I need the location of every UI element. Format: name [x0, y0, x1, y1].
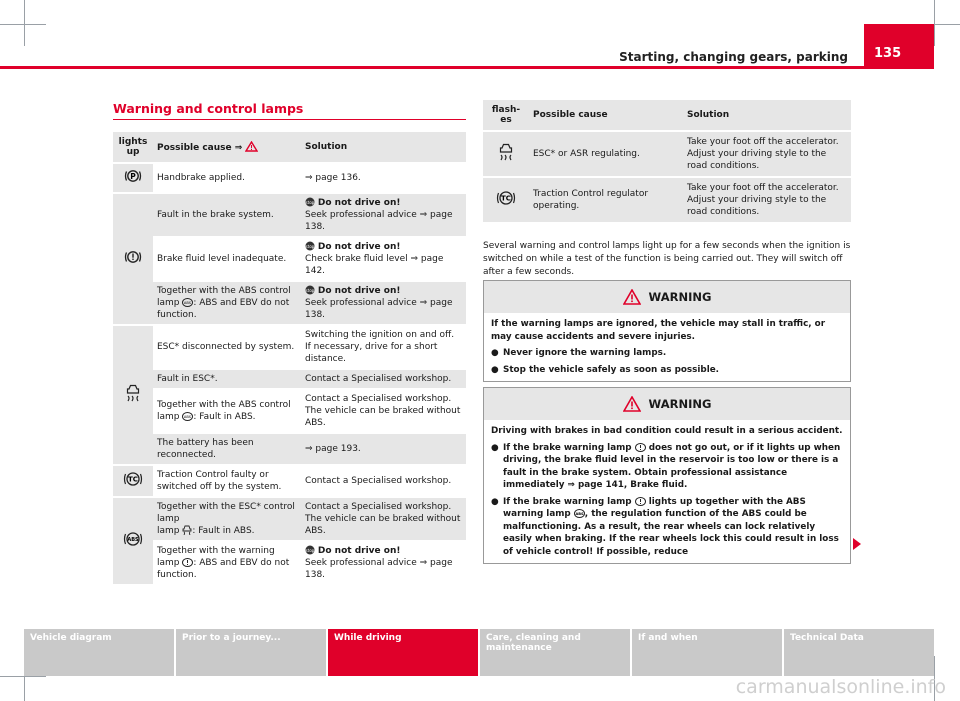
watermark: carmanualsonline.info: [735, 676, 946, 698]
table-row: P Handbrake applied. ⇒ page 136.: [113, 163, 466, 193]
svg-text:ABS: ABS: [127, 537, 139, 543]
stop-icon: [305, 241, 315, 251]
svg-text:ABS: ABS: [184, 301, 192, 305]
table-row: ABS Together with the ESC* control lamp lamp : Fault in ABS. Contact a Specialised workshop. The vehicle can be braked without ABS.: [113, 497, 466, 541]
warning-box: WARNING Driving with brakes in bad condition could result in a serious accident. ● If the brake warning lamp does not go out, or if it lights up when driving, the brake fluid level in the reservoir is too low or there is a fault in the brake system. Obtain professional assistance immediately ⇒ page 141, Brake fluid. ● If the brake warning lamp lights up together with the ABS warning lamp ABS , the regulation function of the ABS could be malfunctioning. As a result, the rear wheels can lock relatively easily when braking. If the rear wheels lock this could result in loss of vehicle control! If possible, reduce: [483, 387, 851, 564]
stop-icon: [305, 285, 315, 295]
nav-tab-technical-data[interactable]: Technical Data: [784, 629, 934, 676]
warning-box: WARNING If the warning lamps are ignored, the vehicle may stall in traffic, or may cause accidents and severe injuries. ● Never ignore the warning lamps. ● Stop the vehicle safely as soon as possible.: [483, 280, 851, 382]
brake-warning-icon: [635, 497, 646, 506]
warning-triangle-icon: [623, 289, 641, 305]
esc-icon: [113, 325, 153, 465]
abs-icon: [574, 509, 585, 518]
svg-text:stop: stop: [305, 548, 315, 553]
brake-warning-icon: [182, 558, 193, 567]
warning-triangle-icon: [623, 396, 641, 412]
table-row: TC Traction Control faulty or switched off by the system. Contact a Specialised workshop.: [113, 465, 466, 497]
abs-icon: [182, 412, 193, 421]
list-item: ● Stop the vehicle safely as soon as possible.: [491, 364, 720, 375]
table-row: Together with the ABS control lamp ABS : Fault in ABS. Contact a Specialised workshop. The vehicle can be braked without ABS.: [113, 389, 466, 433]
lamps-table: [113, 132, 466, 584]
col-solution: Solution: [301, 132, 466, 163]
nav-tab-prior-to-journey[interactable]: Prior to a journey...: [176, 629, 328, 676]
abs-icon: [182, 298, 193, 307]
brake-warning-icon: [635, 443, 646, 452]
svg-text:ABS: ABS: [575, 512, 584, 516]
table-row: Brake fluid level inadequate. stop Do not drive on! Check brake fluid level ⇒ page 142.: [113, 237, 466, 281]
section-title: Warning and control lamps: [113, 101, 304, 116]
flashing-lamps-table: [483, 100, 851, 222]
page-number: 135: [864, 24, 934, 69]
col-cause: Possible cause ⇒: [153, 132, 301, 163]
table-header-row: flash-es Possible cause Solution: [483, 100, 851, 131]
nav-tab-while-driving[interactable]: While driving: [328, 629, 480, 676]
brake-warning-icon: [113, 193, 153, 325]
svg-text:TC: TC: [501, 194, 511, 203]
table-row: Fault in the brake system. stop Do not drive on! Seek professional advice ⇒ page 138.: [113, 193, 466, 237]
svg-text:stop: stop: [305, 200, 315, 205]
col-lights: lights up: [113, 132, 153, 163]
running-header: Starting, changing gears, parking: [619, 50, 848, 64]
table-header-row: [113, 132, 466, 163]
list-item: ● Never ignore the warning lamps.: [491, 348, 667, 358]
table-row: Together with the warning lamp : ABS and EBV do not function. stop Do not drive on! Seek professional advice ⇒ page 138.: [113, 541, 466, 584]
header-rule: [0, 66, 864, 69]
nav-tab-vehicle-diagram[interactable]: Vehicle diagram: [24, 629, 176, 676]
section-rule: [113, 119, 466, 120]
list-item: ● If the brake warning lamp does not go out, or if it lights up when driving, the brake fluid level in the reservoir is too low or there is a fault in the brake system. Obtain professional assistance immediately ⇒ page 141, Brake fluid.: [491, 442, 841, 490]
stop-icon: [305, 197, 315, 207]
svg-text:stop: stop: [305, 288, 315, 293]
table-row: ESC* disconnected by system. Switching the ignition on and off. If necessary, drive for a short distance.: [113, 325, 466, 369]
stop-icon: [305, 545, 315, 555]
table-row: The battery has been reconnected. ⇒ page 193.: [113, 433, 466, 465]
esc-icon: [182, 525, 192, 535]
parking-brake-icon: [113, 163, 153, 193]
warning-triangle-icon: [245, 141, 258, 152]
table-row: ESC* or ASR regulating. Take your foot off the accelerator. Adjust your driving style to the road conditions.: [483, 131, 851, 177]
table-row: Fault in ESC*. Contact a Specialised workshop.: [113, 369, 466, 389]
nav-tab-care-cleaning[interactable]: Care, cleaning and maintenance: [480, 629, 632, 676]
esc-icon: [483, 131, 529, 177]
nav-tab-if-and-when[interactable]: If and when: [632, 629, 784, 676]
continue-arrow-icon: [853, 538, 861, 550]
body-paragraph: Several warning and control lamps light up for a few seconds when the ignition is switched on while a test of the function is being carried out. They will switch off after a few seconds.: [483, 241, 851, 277]
tc-icon: [113, 465, 153, 497]
chapter-nav: [24, 629, 934, 676]
svg-text:stop: stop: [305, 244, 315, 249]
svg-text:ABS: ABS: [184, 415, 192, 419]
tc-icon: [483, 177, 529, 222]
svg-text:P: P: [130, 171, 136, 181]
warning-title: WARNING: [648, 397, 712, 411]
svg-text:TC: TC: [128, 475, 138, 484]
abs-icon: [113, 497, 153, 584]
table-row: Together with the ABS control lamp ABS : ABS and EBV do not function. stop Do not drive on! Seek professional advice ⇒ page 138.: [113, 281, 466, 325]
warning-title: WARNING: [648, 290, 712, 304]
table-row: TC Traction Control regulator operating. Take your foot off the accelerator. Adjust your driving style to the road conditions.: [483, 177, 851, 222]
list-item: ● If the brake warning lamp lights up together with the ABS warning lamp ABS , the regulation function of the ABS could be malfunctioning. As a result, the rear wheels can lock relatively easily when braking. If the rear wheels lock this could result in loss of vehicle control! If possible, reduce: [491, 496, 839, 557]
